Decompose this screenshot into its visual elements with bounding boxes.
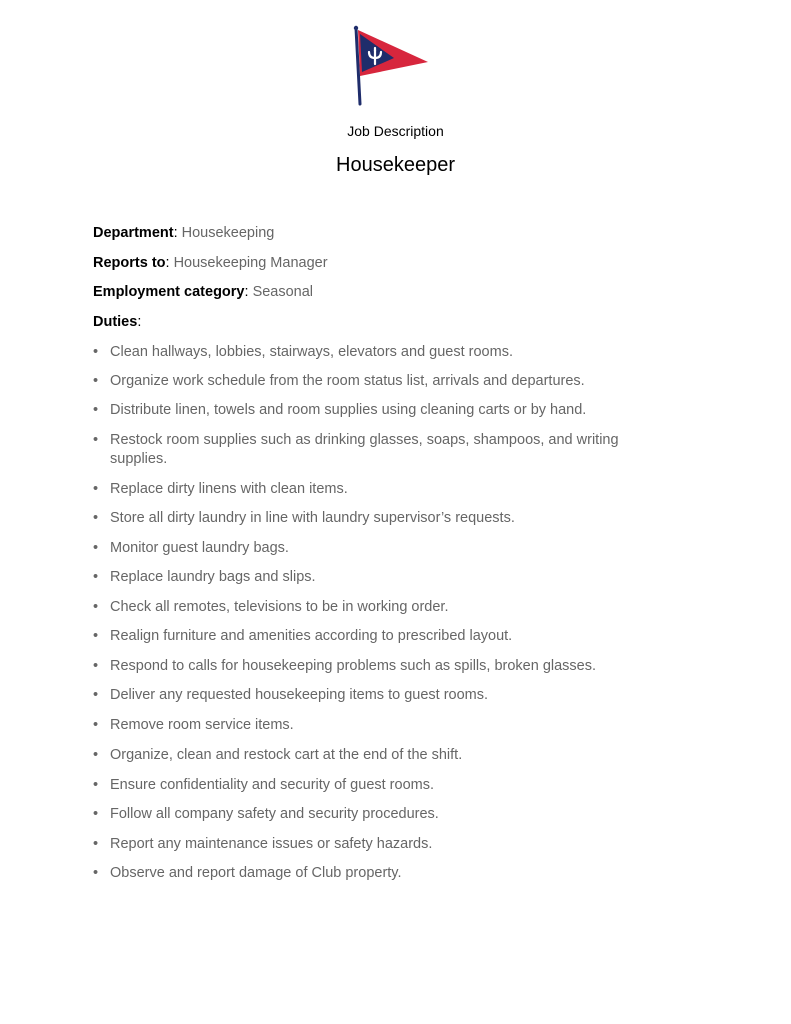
duty-item: [93, 480, 693, 499]
duty-item: [93, 686, 693, 705]
field-separator: :: [173, 225, 178, 241]
burgee-flag-logo: [350, 24, 432, 106]
duty-text: Check all remotes, televisions to be in working order.: [110, 599, 449, 615]
bullet: •: [93, 687, 99, 703]
duty-item: [93, 343, 693, 362]
field-label: Reports to: [93, 255, 166, 271]
bullet: •: [93, 540, 99, 556]
duty-text: Restock room supplies such as drinking glasses, soaps, shampoos, and writing supplies.: [110, 432, 619, 467]
duty-text: Follow all company safety and security procedures.: [110, 806, 439, 822]
bullet: •: [93, 344, 99, 360]
bullet: •: [93, 628, 99, 644]
field-label: Employment category: [93, 284, 245, 300]
bullet: •: [93, 510, 99, 526]
duty-text: Replace laundry bags and slips.: [110, 569, 316, 585]
bullet: •: [93, 747, 99, 763]
duty-item: [93, 539, 693, 558]
field-separator: :: [137, 314, 142, 330]
department-field: [93, 224, 274, 242]
duty-text: Organize, clean and restock cart at the end of the shift.: [110, 747, 463, 763]
duty-item: [93, 864, 693, 883]
duty-text: Distribute linen, towels and room supplies using cleaning carts or by hand.: [110, 402, 587, 418]
bullet: •: [93, 432, 99, 448]
duty-text: Realign furniture and amenities according to prescribed layout.: [110, 628, 513, 644]
field-separator: :: [165, 255, 170, 271]
employment-category-field: [93, 283, 313, 301]
duty-text: Store all dirty laundry in line with laundry supervisor’s requests.: [110, 510, 515, 526]
duty-text: Ensure confidentiality and security of guest rooms.: [110, 777, 434, 793]
duty-item: [93, 716, 693, 735]
bullet: •: [93, 806, 99, 822]
field-value: Housekeeping: [181, 225, 275, 241]
bullet: •: [93, 836, 99, 852]
bullet: •: [93, 777, 99, 793]
bullet: •: [93, 658, 99, 674]
bullet: •: [93, 717, 99, 733]
duty-item: [93, 372, 693, 391]
duty-item: [93, 431, 653, 469]
duty-text: Report any maintenance issues or safety hazards.: [110, 836, 433, 852]
field-label: Department: [93, 225, 174, 241]
document-type: Job Description: [347, 123, 444, 139]
duty-text: Clean hallways, lobbies, stairways, elevators and guest rooms.: [110, 344, 513, 360]
field-label: Duties: [93, 314, 138, 330]
bullet: •: [93, 373, 99, 389]
field-value: Housekeeping Manager: [173, 255, 328, 271]
field-separator: :: [244, 284, 249, 300]
bullet: •: [93, 481, 99, 497]
duty-text: Remove room service items.: [110, 717, 294, 733]
duty-item: [93, 805, 693, 824]
bullet: •: [93, 402, 99, 418]
duty-text: Respond to calls for housekeeping problems such as spills, broken glasses.: [110, 658, 597, 674]
bullet: •: [93, 599, 99, 615]
duty-item: [93, 401, 693, 420]
duty-item: [93, 598, 693, 617]
field-value: Seasonal: [252, 284, 314, 300]
job-title: Housekeeper: [336, 154, 455, 176]
duties-heading: [93, 313, 141, 331]
duty-text: Monitor guest laundry bags.: [110, 540, 289, 556]
duty-text: Observe and report damage of Club property.: [110, 865, 402, 881]
duty-item: [93, 568, 693, 587]
duty-item: [93, 627, 693, 646]
duty-text: Deliver any requested housekeeping items to guest rooms.: [110, 687, 489, 703]
reports-to-field: [93, 254, 328, 272]
duty-text: Replace dirty linens with clean items.: [110, 481, 348, 497]
duty-text: Organize work schedule from the room status list, arrivals and departures.: [110, 373, 585, 389]
duty-item: [93, 835, 693, 854]
duty-item: [93, 746, 693, 765]
duty-item: [93, 509, 693, 528]
bullet: •: [93, 569, 99, 585]
duty-item: [93, 776, 693, 795]
bullet: •: [93, 865, 99, 881]
duty-item: [93, 657, 693, 676]
